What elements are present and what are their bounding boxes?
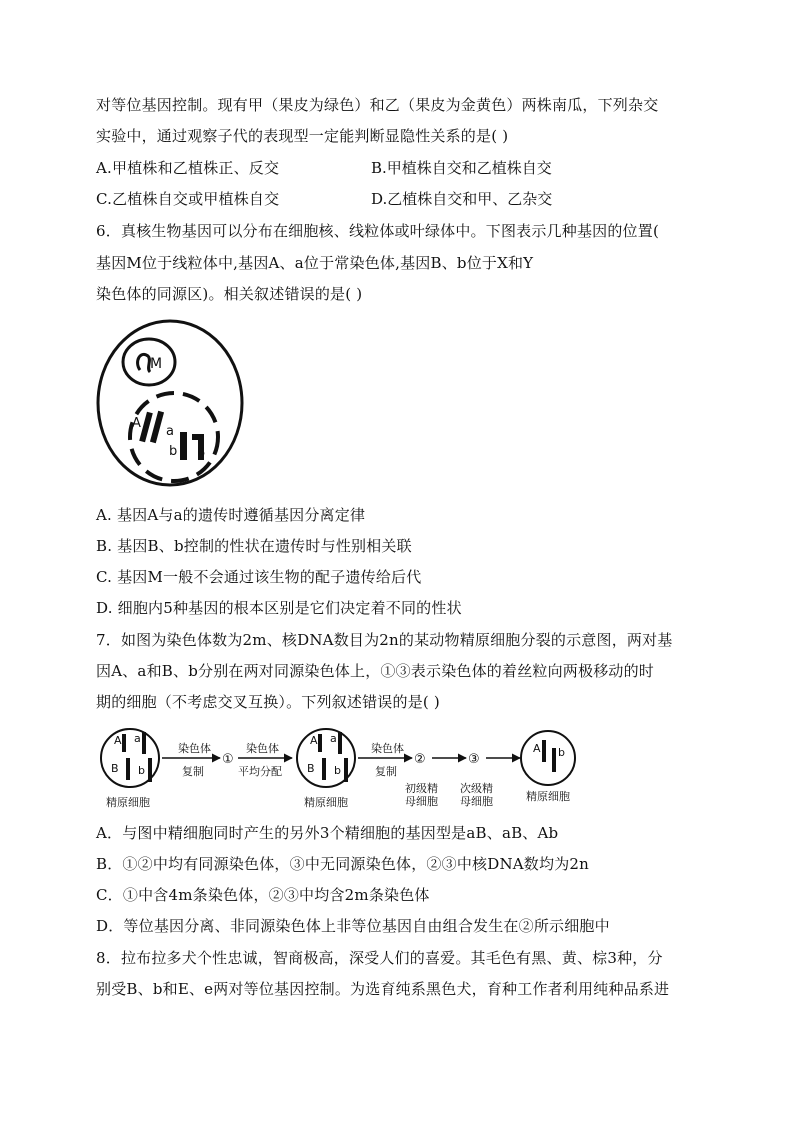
q6-option-b: B. 基因B、b控制的性状在遗传时与性别相关联 [96, 537, 412, 555]
gene-A-label: A [132, 416, 141, 431]
q5-line1: 对等位基因控制。现有甲（果皮为绿色）和乙（果皮为金黄色）两株南瓜，下列杂交 [96, 96, 659, 114]
cell-membrane [98, 321, 242, 485]
q5-option-c: C.乙植株自交或甲植株自交 [96, 190, 280, 208]
gene-a-label: a [166, 424, 174, 439]
q7-option-a: A．与图中精细胞同时产生的另外3个精细胞的基因型是aB、aB、Ab [96, 824, 559, 842]
q5-line2: 实验中，通过观察子代的表现型一定能判断显隐性关系的是( ) [96, 127, 509, 145]
q7-line3: 期的细胞（不考虑交叉互换）。下列叙述错误的是( ) [96, 693, 440, 711]
svg-text:平均分配: 平均分配 [238, 765, 282, 778]
svg-text:复制: 复制 [182, 765, 204, 778]
q5-option-b: B.甲植株自交和乙植株自交 [371, 159, 552, 177]
q6-option-d: D. 细胞内5种基因的根本区别是它们决定着不同的性状 [96, 599, 462, 617]
gene-B-label: B [197, 445, 206, 459]
q8-line1: 8．拉布拉多犬个性忠诚，智商极高，深受人们的喜爱。其毛色有黑、黄、棕3种，分 [96, 949, 663, 967]
q6-cell-figure [94, 314, 250, 494]
spermatogonium-1 [101, 729, 159, 809]
svg-text:A: A [533, 742, 541, 755]
q5-option-a: A.甲植株和乙植株正、反交 [96, 159, 280, 177]
node-3: ③ [468, 752, 480, 767]
label-spermatogonium-1: 精原细胞 [106, 796, 150, 809]
q7-option-b: B．①②中均有同源染色体，③中无同源染色体，②③中核DNA数均为2n [96, 855, 590, 873]
svg-text:A: A [114, 734, 122, 747]
svg-text:a: a [330, 732, 337, 745]
chromosome-A [139, 412, 153, 443]
label-spermatogonium-2: 精原细胞 [304, 796, 348, 809]
q6-line3: 染色体的同源区)。相关叙述错误的是( ) [96, 285, 363, 303]
node-2: ② [414, 752, 426, 767]
q6-line1: 6．真核生物基因可以分布在细胞核、线粒体或叶绿体中。下图表示几种基因的位置( [96, 222, 659, 240]
q6-option-c: C. 基因M一般不会通过该生物的配子遗传给后代 [96, 568, 422, 586]
q6-line2: 基因M位于线粒体中,基因A、a位于常染色体,基因B、b位于X和Y [96, 254, 534, 272]
svg-text:b: b [334, 764, 341, 777]
gene-b-label: b [169, 444, 178, 459]
q7-line1: 7．如图为染色体数为2m、核DNA数目为2n的某动物精原细胞分裂的示意图，两对基 [96, 631, 673, 649]
svg-text:初级精: 初级精 [405, 782, 438, 795]
svg-text:染色体: 染色体 [178, 742, 211, 755]
gene-m-label: M [150, 356, 163, 372]
label-spermatogonium-3: 精原细胞 [526, 790, 570, 803]
node-1: ① [222, 752, 234, 767]
spermatogonium-2 [297, 729, 355, 809]
svg-text:B: B [307, 762, 315, 775]
svg-text:染色体: 染色体 [246, 742, 279, 755]
svg-text:b: b [138, 764, 145, 777]
mitochondrial-dna [138, 354, 150, 372]
q6-option-a: A. 基因A与a的遗传时遵循基因分离定律 [96, 506, 366, 524]
svg-text:母细胞: 母细胞 [460, 795, 493, 808]
q7-division-diagram [96, 722, 596, 814]
q5-option-d: D.乙植株自交和甲、乙杂交 [371, 190, 553, 208]
svg-text:A: A [310, 734, 318, 747]
q7-line2: 因A、a和B、b分别在两对同源染色体上，①③表示染色体的着丝粒向两极移动的时 [96, 662, 655, 680]
svg-text:染色体: 染色体 [371, 742, 404, 755]
q8-line2: 别受B、b和E、e两对等位基因控制。为选育纯系黑色犬，育种工作者利用纯种品系进 [96, 980, 670, 998]
q7-option-d: D．等位基因分离、非同源染色体上非等位基因自由组合发生在②所示细胞中 [96, 917, 610, 935]
sperm-cell [521, 731, 575, 785]
svg-text:次级精: 次级精 [460, 782, 493, 795]
svg-text:复制: 复制 [375, 765, 397, 778]
svg-text:B: B [111, 762, 119, 775]
svg-text:a: a [134, 732, 141, 745]
q7-option-c: C．①中含4m条染色体，②③中均含2m条染色体 [96, 886, 430, 904]
svg-text:b: b [558, 746, 565, 759]
chromosome-b [180, 432, 187, 460]
svg-text:母细胞: 母细胞 [405, 795, 438, 808]
